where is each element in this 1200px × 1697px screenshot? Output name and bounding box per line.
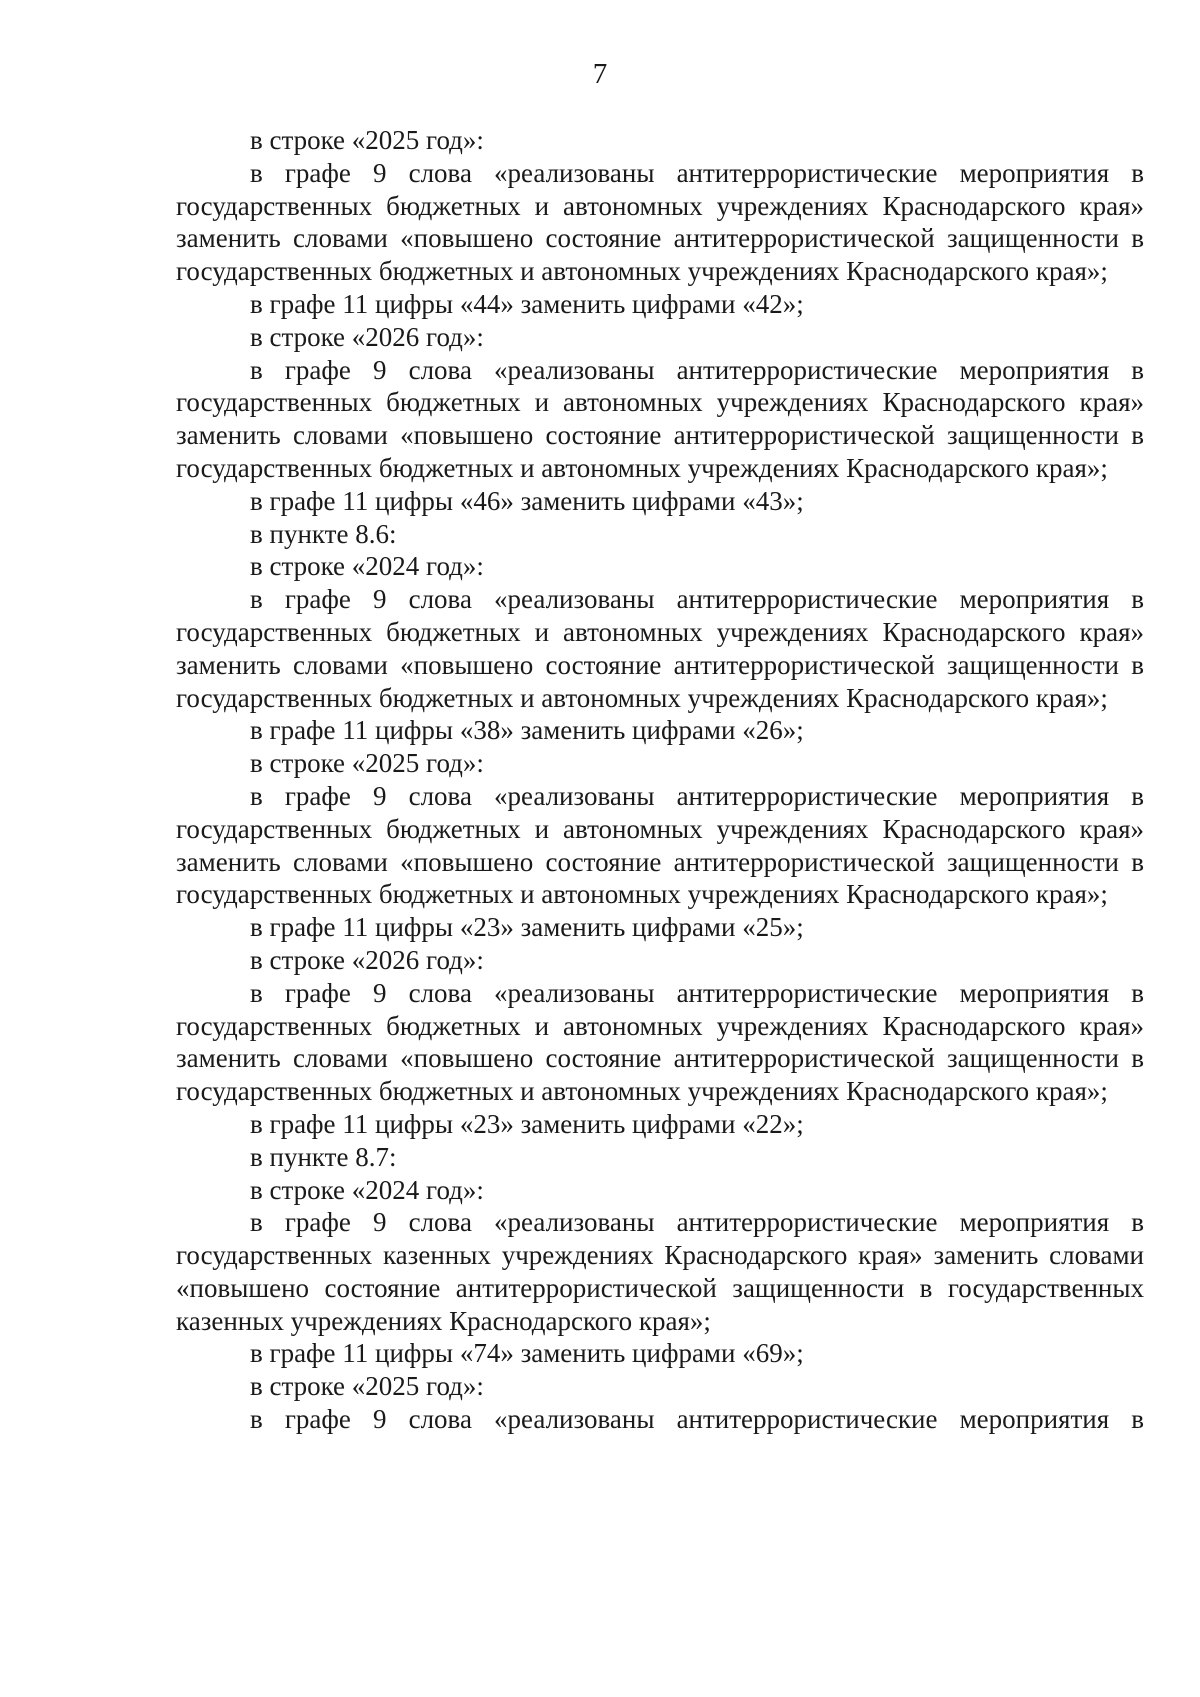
paragraph: в графе 9 слова «реализованы антитеррористические мероприятия в государственных бюджетных и автономных учреждениях Краснодарского края» заменить словами «повышено состояние антитеррористической защищенности в государственных бюджетных и автономных учреждениях Краснодарского края»; xyxy=(176,780,1144,910)
paragraph: в строке «2026 год»: xyxy=(250,321,484,352)
paragraph: в графе 11 цифры «44» заменить цифрами «42»; xyxy=(250,288,804,319)
paragraph: в графе 11 цифры «38» заменить цифрами «26»; xyxy=(250,715,804,746)
paragraph: в графе 9 слова «реализованы антитеррористические мероприятия в государственных бюджетных и автономных учреждениях Краснодарского края» заменить словами «повышено состояние антитеррористической защищенности в государственных бюджетных и автономных учреждениях Краснодарского края»; xyxy=(176,354,1144,483)
paragraph: в графе 9 слова «реализованы антитеррористические мероприятия в xyxy=(250,1404,1144,1435)
paragraph: в пункте 8.7: xyxy=(250,1141,397,1172)
paragraph: в графе 9 слова «реализованы антитеррористические мероприятия в государственных бюджетных и автономных учреждениях Краснодарского края» заменить словами «повышено состояние антитеррористической защищенности в государственных бюджетных и автономных учреждениях Краснодарского края»; xyxy=(176,157,1144,287)
paragraph: в графе 11 цифры «23» заменить цифрами «25»; xyxy=(250,912,804,943)
paragraph: в строке «2024 год»: xyxy=(250,551,484,582)
paragraph: в графе 9 слова «реализованы антитеррористические мероприятия в государственных бюджетных и автономных учреждениях Краснодарского края» заменить словами «повышено состояние антитеррористической защищенности в государственных бюджетных и автономных учреждениях Краснодарского края»; xyxy=(176,977,1144,1107)
paragraph: в графе 9 слова «реализованы антитеррористические мероприятия в государственных бюджетных и автономных учреждениях Краснодарского края» заменить словами «повышено состояние антитеррористической защищенности в государственных бюджетных и автономных учреждениях Краснодарского края»; xyxy=(176,584,1144,713)
document-body xyxy=(176,124,1144,1436)
paragraph: в строке «2025 год»: xyxy=(250,748,484,779)
paragraph: в строке «2025 год»: xyxy=(250,1371,484,1402)
paragraph: в строке «2025 год»: xyxy=(250,125,484,155)
paragraph: в строке «2026 год»: xyxy=(250,944,484,975)
paragraph: в графе 11 цифры «74» заменить цифрами «69»; xyxy=(250,1338,804,1369)
paragraph: в строке «2024 год»: xyxy=(250,1174,484,1205)
paragraph: в пункте 8.6: xyxy=(250,518,397,549)
paragraph: в графе 11 цифры «23» заменить цифрами «22»; xyxy=(250,1108,804,1139)
page-number: 7 xyxy=(592,58,608,90)
paragraph: в графе 11 цифры «46» заменить цифрами «43»; xyxy=(250,485,804,516)
paragraph: в графе 9 слова «реализованы антитеррористические мероприятия в государственных казенных учреждениях Краснодарского края» заменить словами «повышено состояние антитеррористической защищенности в государственных казенных учреждениях Краснодарского края»; xyxy=(176,1207,1144,1336)
